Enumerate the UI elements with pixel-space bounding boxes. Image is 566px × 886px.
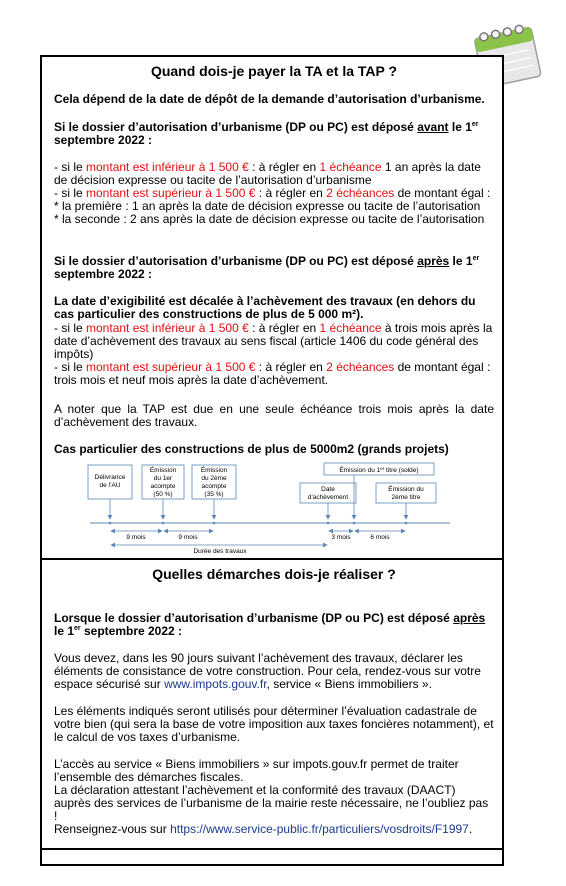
label-6-mois: 6 mois: [370, 534, 390, 541]
intro-text: Cela dépend de la date de dépôt de la demande d’autorisation d’urbanisme.: [54, 92, 485, 106]
box-achevement-l1: Date: [321, 486, 335, 493]
paragraph-declaration: Vous devez, dans les 90 jours suivant l’achèvement des travaux, déclarer les éléments de consistance de votre construction. Pour cela, rendez-vous sur votre espace sécurisé sur www.impots.gouv.fr, service « Biens immobiliers ».: [54, 651, 481, 691]
special-case-heading: Cas particulier des constructions de plus de 5000m2 (grands projets): [54, 442, 449, 456]
before-rule-4: * la seconde : 2 ans après la date de décision expresse ou tacite de l’autorisation: [54, 212, 485, 226]
box-titre2-l1: Émission du: [388, 486, 424, 493]
box-emission1-l1: Émission: [149, 467, 177, 474]
before-rule-3: * la première : 1 an après la date de décision expresse ou tacite de l’autorisation: [54, 199, 481, 213]
service-public-link[interactable]: https://www.service-public.fr/particuliers/vosdroits/F1997: [170, 822, 469, 836]
box-delivrance-l2: de l’AU: [99, 482, 121, 489]
box-emission2-l2: du 2ème: [201, 475, 227, 482]
payment-timing-box: [40, 55, 504, 562]
paragraph-evaluation: Les éléments indiqués seront utilisés pour déterminer l’évaluation cadastrale de votre bien (qui sera la base de votre imposition aux taxes foncières notamment), et le calcul de vos taxes d’urbanisme.: [54, 704, 494, 744]
box-emission1-l2: du 1er: [153, 475, 173, 482]
box-emission2-l4: (35 %): [204, 491, 224, 498]
procedures-box: [40, 558, 504, 850]
box-titre2-l2: 2ème titre: [391, 494, 421, 501]
before-heading: Si le dossier d’autorisation d’urbanisme (DP ou PC) est déposé avant le 1er septembre 2022 :: [54, 120, 479, 147]
label-9-mois-2: 9 mois: [178, 534, 198, 541]
label-9-mois-1: 9 mois: [126, 534, 146, 541]
before-rule-2: - si le montant est supérieur à 1 500 € : à régler en 2 échéances de montant égal :: [54, 186, 491, 200]
paragraph-access: L’accès au service « Biens immobiliers » sur impots.gouv.fr permet de traiter l’ensemble des démarches fiscales.: [54, 757, 459, 784]
tap-note: A noter que la TAP est due en une seule échéance trois mois après la date d’achèvement des travaux.: [54, 402, 494, 429]
before-rules: [54, 161, 494, 226]
deferred-text: La date d’exigibilité est décalée à l’achèvement des travaux (en dehors du cas particulier des constructions de plus de 5 000 m²).: [54, 294, 476, 321]
section2-title: Quelles démarches dois-je réaliser ?: [152, 566, 396, 582]
section1-title: Quand dois-je payer la TA et la TAP ?: [150, 63, 398, 79]
label-duree-travaux: Durée des travaux: [193, 548, 247, 555]
after-rules: [54, 322, 494, 387]
box-emission1-l4: (50 %): [153, 491, 173, 498]
box-emission2-l3: acompte: [201, 483, 227, 490]
before-rule-1: - si le montant est inférieur à 1 500 € : à régler en 1 échéance 1 an après la date de décision expresse ou tacite de l’autorisation d’urbanisme: [54, 160, 481, 187]
box-achevement-l2: d’achèvement: [307, 494, 349, 501]
timeline-diagram: [50, 459, 500, 559]
paragraph-renseignez: Renseignez-vous sur https://www.service-public.fr/particuliers/vosdroits/F1997.: [54, 822, 473, 836]
box-emission1-l3: acompte: [150, 483, 176, 490]
box-delivrance-l1: Délivrance: [94, 474, 126, 481]
after-heading: Si le dossier d’autorisation d’urbanisme (DP ou PC) est déposé après le 1er septembre 2022 :: [54, 254, 480, 281]
label-3-mois: 3 mois: [331, 534, 351, 541]
box-titre1: Émission du 1er titre (solde): [339, 466, 419, 474]
paragraph-daact: La déclaration attestant l’achèvement et la conformité des travaux (DAACT) auprès des services de l’urbanisme de la mairie reste nécessaire, ne l’oubliez pas !: [54, 783, 489, 823]
bottom-strip: [40, 850, 504, 866]
impots-link[interactable]: www.impots.gouv.fr: [164, 677, 267, 691]
box-emission2-l1: Émission: [200, 467, 228, 474]
after-rule-2: - si le montant est supérieur à 1 500 € : à régler en 2 échéances de montant égal : trois mois et neuf mois après la date d’achèvement.: [54, 360, 491, 387]
section2-heading: Lorsque le dossier d’autorisation d’urbanisme (DP ou PC) est déposé après le 1er septembre 2022 :: [54, 611, 486, 638]
after-rule-1: - si le montant est inférieur à 1 500 € : à régler en 1 échéance à trois mois après la date d’achèvement des travaux au sens fiscal (article 1406 du code général des impôts): [54, 321, 493, 361]
